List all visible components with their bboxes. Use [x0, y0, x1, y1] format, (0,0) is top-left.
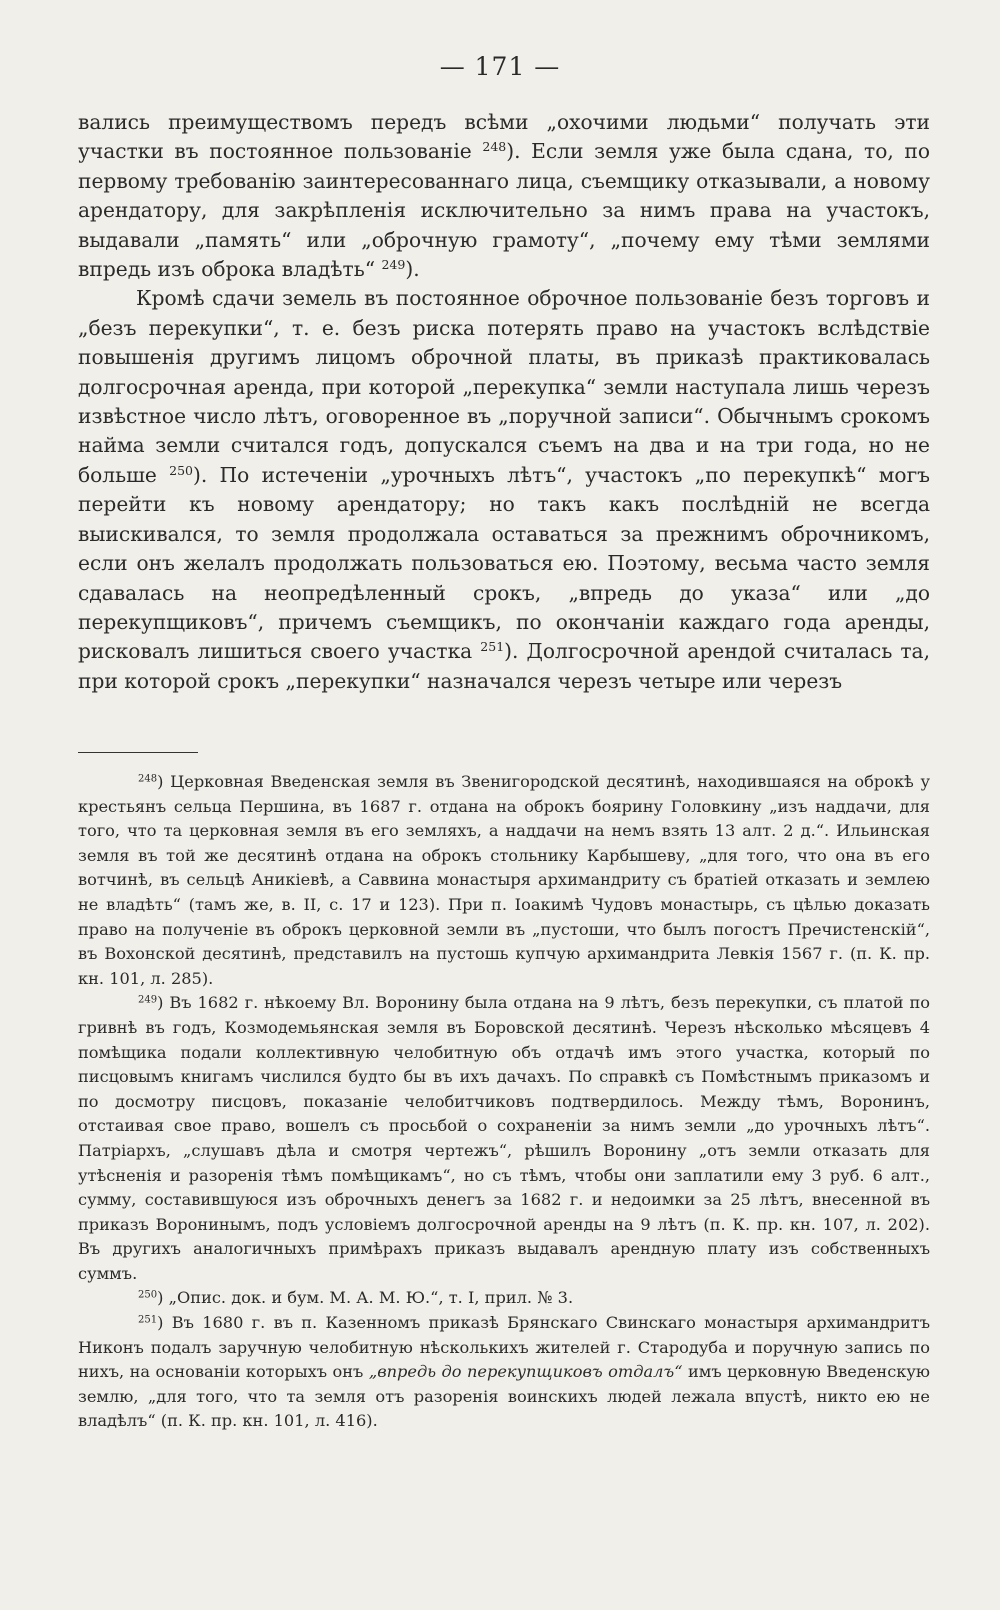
footnote-divider: [78, 752, 198, 753]
paragraph-1-text-c: ).: [405, 257, 420, 282]
footnote-text-b: имъ церковную Введенскую землю, „для того, что та земля отъ разоренія воинскихъ людей лежала впустѣ, никто ею не владѣлъ“ (п. К. пр. кн. 101, л. 416).: [78, 1362, 931, 1431]
footnote-249: [78, 991, 930, 1286]
paragraph-1: [78, 108, 930, 284]
paragraph-1-text-a: вались преимуществомъ передъ всѣми „охочими людьми“ получать эти участки въ постоянное пользованіе: [78, 110, 930, 164]
paragraph-2-text-b: ). По истеченіи „урочныхъ лѣтъ“, участокъ „по перекупкѣ“ могъ перейти къ новому арендатору; но такъ какъ послѣдній не всегда выискивался, то земля продолжала оставаться за прежнимъ оброчникомъ, если онъ желалъ продолжать пользоваться ею. Поэтому, весьма часто земля сдавалась на неопредѣленный срокъ, „впредь до указа“ или „до перекупщиковъ“, причемъ съемщикъ, по окончаніи каждаго года аренды, рисковалъ лишиться своего участка: [78, 462, 930, 664]
footnote-number: 250: [138, 1289, 158, 1301]
footnote-ref-251[interactable]: 251: [480, 639, 505, 655]
footnote-250: [78, 1286, 930, 1311]
footnote-251: [78, 1311, 930, 1434]
page-number: — 171 —: [439, 52, 561, 81]
paragraph-2: [78, 284, 930, 696]
footnote-text: ) Въ 1682 г. нѣкоему Вл. Воронину была отдана на 9 лѣтъ, безъ перекупки, съ платой по гривнѣ въ годъ, Козмодемьянская земля въ Боровской десятинѣ. Черезъ нѣсколько мѣсяцевъ 4 помѣщика подали коллективную челобитную объ отдачѣ имъ этого участка, который по писцовымъ книгамъ числился будто бы въ ихъ дачахъ. По справкѣ съ Помѣстнымъ приказомъ и по досмотру писцовъ, показаніе челобитчиковъ подтвердилось. Между тѣмъ, Воронинъ, отстаивая свое право, вошелъ съ просьбой о сохраненіи за нимъ земли „до урочныхъ лѣтъ“. Патріархъ, „слушавъ дѣла и смотря чертежъ“, рѣшилъ Воронину „отъ земли отказать для утѣсненія и разоренія тѣмъ помѣщикамъ“, но съ тѣмъ, чтобы они заплатили ему 3 руб. 6 алт., сумму, составившуюся изъ оброчныхъ денегъ за 1682 г. и недоимки за 25 лѣтъ, внесенной въ приказъ Воронинымъ, подъ условіемъ долгосрочной аренды на 9 лѣтъ (п. К. пр. кн. 107, л. 202). Въ другихъ аналогичныхъ примѣрахъ приказъ выдавалъ арендную плату изъ собственныхъ суммъ.: [78, 993, 930, 1283]
footnote-248: [78, 770, 930, 991]
paragraph-2-text-a: Кромѣ сдачи земель въ постоянное оброчное пользованіе безъ торговъ и „безъ перекупки“, т. е. безъ риска потерять право на участокъ вслѣдствіе повышенія другимъ лицомъ оброчной платы, въ приказѣ практиковалась долгосрочная аренда, при которой „перекупка“ земли наступала лишь черезъ извѣстное число лѣтъ, оговоренное въ „поручной записи“. Обычнымъ срокомъ найма земли считался годъ, допускался съемъ на два и на три года, но не больше: [78, 286, 930, 487]
footnote-ref-248[interactable]: 248: [482, 139, 507, 155]
footnotes: [78, 770, 930, 1434]
footnote-number: 249: [138, 994, 158, 1006]
footnote-text-a: ) Въ 1680 г. въ п. Казенномъ приказѣ Брянскаго Свинскаго монастыря архимандритъ Никонъ подалъ заручную челобитную нѣсколькихъ жителей г. Стародуба и поручную запись по нихъ, на основаніи которыхъ онъ: [78, 1313, 930, 1382]
footnote-ref-250[interactable]: 250: [169, 463, 193, 478]
footnote-number: 251: [138, 1314, 158, 1326]
main-text: [78, 108, 930, 696]
footnote-text: ) „Опис. док. и бум. М. А. М. Ю.“, т. I, прил. № 3.: [157, 1288, 574, 1308]
footnote-text: ) Церковная Введенская земля въ Звенигородской десятинѣ, находившаяся на оброкѣ у крестьянъ сельца Першина, въ 1687 г. отдана на оброкъ боярину Головкину „изъ наддачи, для того, что та церковная земля въ его земляхъ, а наддачи на немъ взять 13 алт. 2 д.“. Ильинская земля въ той же десятинѣ отдана на оброкъ стольнику Карбышеву, „для того, что она въ его вотчинѣ, въ сельцѣ Аникіевѣ, а Саввина монастыря архимандриту съ братіей отказать и землею не владѣть“ (тамъ же, в. II, с. 17 и 123). При п. Іоакимѣ Чудовъ монастырь, съ цѣлью доказать право на полученіе въ оброкъ церковной земли въ „пустоши, что былъ погостъ Пречистенскій“, въ Вохонской десятинѣ, представилъ на пустошь купчую архимандрита Левкія 1567 г. (п. К. пр. кн. 101, л. 285).: [78, 772, 930, 988]
footnote-number: 248: [138, 773, 158, 785]
footnote-italic-quote: „впредь до перекупщиковъ отдалъ“: [368, 1362, 683, 1382]
footnote-ref-249[interactable]: 249: [381, 257, 406, 273]
paragraph-1-text-b: ). Если земля уже была сдана, то, по первому требованію заинтересованнаго лица, съемщику отказывали, а новому арендатору, для закрѣпленія исключительно за нимъ права на участокъ, выдавали „память“ или „оброчную грамоту“, „почему ему тѣми землями впредь изъ оброка владѣть“: [78, 139, 931, 282]
paragraph-2-text-c: ). Долгосрочной арендой считалась та, при которой срокъ „перекупки“ назначался черезъ четыре или черезъ: [78, 639, 930, 693]
